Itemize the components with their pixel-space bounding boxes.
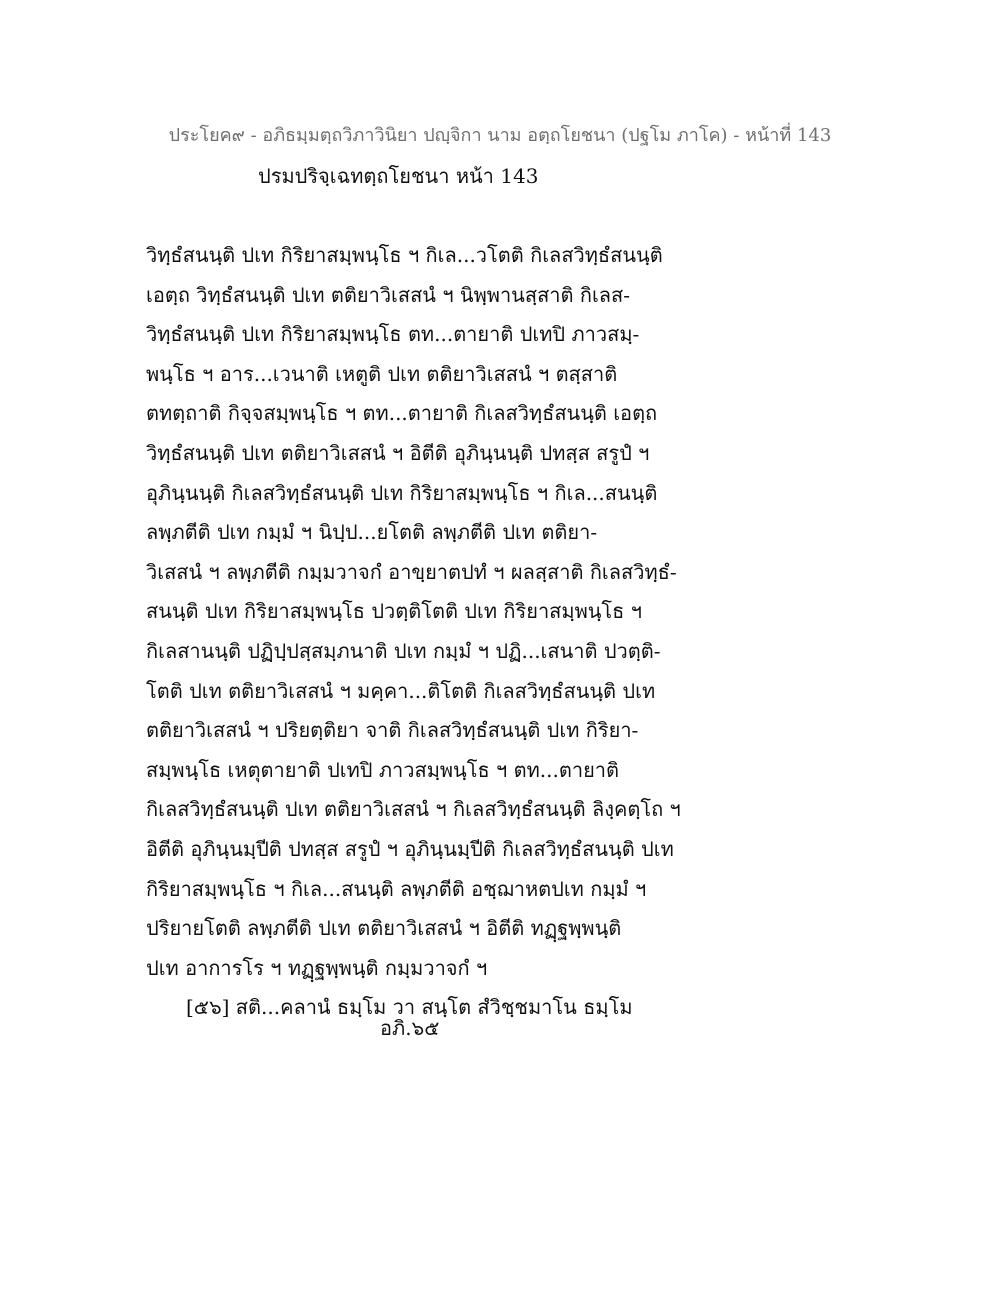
text-line: ลพฺภตีติ ปเท กมฺมํ ฯ นิปฺป...ยโตติ ลพฺภตีติ ปเท ตติยา- — [146, 520, 598, 545]
text-line: วิทฺธํสนนฺติ ปเท ตติยาวิเสสนํ ฯ อิตีติ อุภินฺนนฺติ ปทสฺส สรูปํ ฯ — [146, 440, 650, 465]
chapter-title: ปรมปริจฺเฉทตฺถโยชนา หน้า 143 — [258, 164, 539, 188]
text-line: กิเลสวิทฺธํสนนฺติ ปเท ตติยาวิเสสนํ ฯ กิเลสวิทฺธํสนนฺติ ลิงฺคตฺโถ ฯ — [146, 797, 681, 822]
text-line: สมฺพนฺโธ เหตุตายาติ ปเทปิ ภาวสมฺพนฺโธ ฯ ตท...ตายาติ — [146, 757, 620, 782]
text-line: วิทฺธํสนนฺติ ปเท กิริยาสมฺพนฺโธ ตท...ตายาติ ปเทปิ ภาวสมฺ- — [146, 322, 640, 347]
text-line: กิเลสานนฺติ ปฏิปฺปสฺสมฺภนาติ ปเท กมฺมํ ฯ ปฏิ...เสนาติ ปวตฺติ- — [146, 638, 661, 663]
text-line: พนฺโธ ฯ อาร...เวนาติ เหตูติ ปเท ตติยาวิเสสนํ ฯ ตสฺสาติ — [146, 361, 618, 386]
text-line: อิตีติ อุภินฺนมฺปีติ ปทสฺส สรูปํ ฯ อุภินฺนมฺปีติ กิเลสวิทฺธํสนนฺติ ปเท — [146, 836, 674, 861]
text-line: กิริยาสมฺพนฺโธ ฯ กิเล...สนนฺติ ลพฺภตีติ อชฺฌาหตปเท กมฺมํ ฯ — [146, 876, 647, 901]
body-text — [146, 236, 906, 1028]
page-footer: อภิ.๖๕ — [380, 1016, 440, 1040]
text-line: ปริยายโตติ ลพฺภตีติ ปเท ตติยาวิเสสนํ ฯ อิตีติ ทฏฺฐพฺพนฺติ — [146, 916, 622, 941]
text-line: ปเท อาการโร ฯ ทฏฺฐพฺพนฺติ กมฺมวาจกํ ฯ — [146, 955, 488, 980]
text-line: ตติยาวิเสสนํ ฯ ปริยตฺติยา จาติ กิเลสวิทฺธํสนนฺติ ปเท กิริยา- — [146, 718, 639, 743]
page-header: ประโยค๙ - อภิธมฺมตฺถวิภาวินิยา ปญฺจิกา นาม อตฺถโยชนา (ปฐโม ภาโค) - หน้าที่ 143 — [168, 125, 832, 146]
text-line: อุภินฺนนฺติ กิเลสวิทฺธํสนนฺติ ปเท กิริยาสมฺพนฺโธ ฯ กิเล...สนนฺติ — [146, 480, 658, 505]
text-line: เอตฺถ วิทฺธํสนนฺติ ปเท ตติยาวิเสสนํ ฯ นิพฺพานสฺสาติ กิเลส- — [146, 282, 631, 307]
paragraph-start-line: [๕๖] สติ...คลานํ ธมฺโม วา สนฺโต สํวิชฺชมาโน ธมฺโม — [186, 995, 633, 1020]
text-line: สนนฺติ ปเท กิริยาสมฺพนฺโธ ปวตฺติโตติ ปเท กิริยาสมฺพนฺโธ ฯ — [146, 599, 642, 624]
text-line: ตทตฺถาติ กิจฺจสมฺพนฺโธ ฯ ตท...ตายาติ กิเลสวิทฺธํสนนฺติ เอตฺถ — [146, 401, 658, 426]
text-line: วิทฺธํสนนฺติ ปเท กิริยาสมฺพนฺโธ ฯ กิเล...วโตติ กิเลสวิทฺธํสนนฺติ — [146, 243, 663, 267]
text-line: วิเสสนํ ฯ ลพฺภตีติ กมฺมวาจกํ อาขฺยาตปทํ ฯ ผลสฺสาติ กิเลสวิทฺธํ- — [146, 559, 677, 584]
text-line: โตติ ปเท ตติยาวิเสสนํ ฯ มคฺคา...ติโตติ กิเลสวิทฺธํสนนฺติ ปเท — [146, 678, 656, 703]
